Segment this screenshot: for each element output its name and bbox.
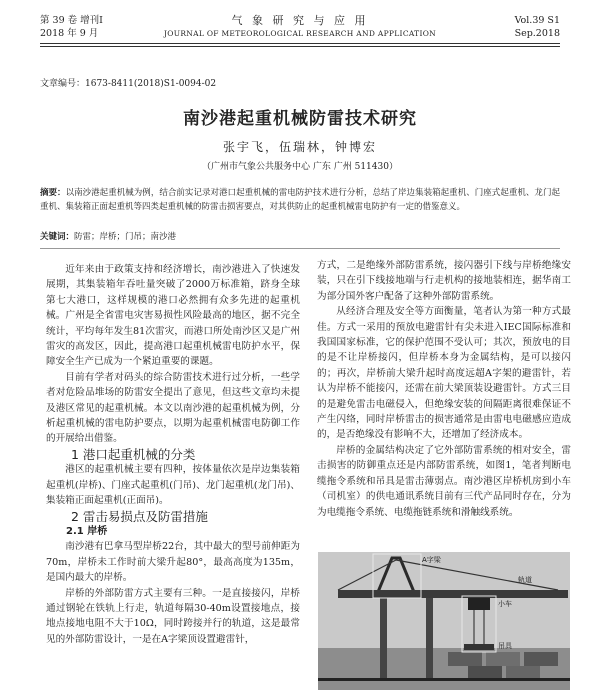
- journal-name-cn: 气 象 研 究 与 应 用: [231, 14, 369, 27]
- trolley-label: 小车: [498, 600, 512, 608]
- subsection-heading-2-1: 2.1 岸桥: [66, 525, 108, 537]
- abstract: [40, 186, 560, 214]
- header-rule: [40, 43, 560, 44]
- keywords-label: 关键词：: [40, 232, 75, 242]
- container-3: [524, 652, 558, 666]
- container-5: [506, 666, 540, 680]
- right-column: [317, 258, 571, 520]
- volume-en: Vol.39 S1: [514, 15, 560, 26]
- trolley: [468, 598, 490, 610]
- keywords: [40, 230, 560, 242]
- crane-photo: [318, 552, 570, 690]
- affiliation: （广州市气象公共服务中心 广东 广州 511430）: [202, 162, 398, 172]
- quay-crane-paragraph-1: 南沙港有巴拿马型岸桥22台，其中最大的型号前伸距为70m，岸桥未工作时前大梁升起80°，最高高度为135m，是国内最大的岸桥。: [46, 541, 300, 584]
- abstract-text: 以南沙港起重机械为例，结合前实记录对港口起重机械的雷电防护技术进行分析，总结了岸边集装箱起重机、门座式起重机、龙门起重机、集装箱正面起重机等四类起重机械的防雷击损害要点，对其供防止的起重机械雷电防护有一定的借鉴意义。: [40, 188, 560, 212]
- container-4: [468, 666, 502, 680]
- date-en: Sep.2018: [514, 28, 560, 39]
- right-paragraph-1: 方式，二是绝缘外部防雷系统，接闪器引下线与岸桥绝缘安装，只在引下线接地端与行走机构的接地装相连，据华南工为部分国外客户配备了这种外部防雷系统。: [317, 260, 571, 302]
- journal-issue-block: [515, 14, 560, 40]
- rail-track: [318, 678, 570, 681]
- spreader-label: 吊具: [498, 642, 512, 650]
- keywords-text: 防雷；岸桥；门吊；南沙港: [74, 232, 177, 242]
- journal-name-block: [0, 14, 600, 40]
- right-paragraph-3: 岸桥的金属结构决定了它外部防雷系统的相对安全，雷击损害的防御重点还是内部防雷系统，如图1，笔者判断电缆拖令系统和吊具是雷击薄弱点。南沙港区岸桥机房到小车（司机室）的供电通讯系统目前有三代产品同时存在，分为为电缆拖令系统、电缆拖链系统和滑触线系统。: [317, 444, 571, 518]
- abstract-label: 摘要：: [40, 188, 66, 198]
- container-1: [448, 652, 482, 666]
- container-2: [486, 652, 520, 666]
- paper-title: 南沙港起重机械防雷技术研究: [183, 109, 417, 129]
- section-heading-2: 2 雷击易损点及防雷措施: [71, 508, 208, 524]
- intro-paragraph-2: 目前有学者对码头的综合防雷技术进行过分析，一些学者对危险品堆场的防雷安全提出了意见，但这些文章均未提及港区常见的起重机械。本文以南沙港的起重机械为例，分析起重机械的雷电防护要点，以期为起重机械雷电防御工作的开展给出借鉴。: [46, 371, 300, 445]
- rail-label: 轨道: [518, 576, 532, 584]
- abstract-divider: [40, 248, 560, 249]
- header-rule-thin: [40, 46, 560, 47]
- section-1-paragraph: 港区的起重机械主要有四种，按体量依次是岸边集装箱起重机(岸桥)、门座式起重机(门吊)、龙门起重机(龙门吊)、集装箱正面起重机(正面吊)。: [46, 464, 300, 507]
- authors: 张宇飞，伍瑞林，钟博宏: [222, 140, 377, 154]
- journal-name-en: JOURNAL OF METEOROLOGICAL RESEARCH AND APPLICATION: [163, 29, 437, 38]
- a-frame-label: A字梁: [422, 556, 441, 564]
- intro-paragraph-1: 近年来由于政策支持和经济增长，南沙港进入了快速发展期，其集装箱年吞吐量突破了2000万标准箱，跻身全球第七大港口，这样规模的港口必然拥有众多先进的起重机械。广州是全省雷电灾害易损性风险最高的地区，据不完全统计，平均每年发生81次雷灾，而港口所处南沙区又是广州雷灾的高发区，因此，提高港口起重机械雷电防护水平，保障安全生产已成为一个紧迫重要的课题。: [46, 264, 300, 368]
- right-paragraph-2: 从经济合理及安全等方面衡量，笔者认为第一种方式最佳。方式一采用的预放电避雷针有尖未进入IEC国际标准和我国国家标准，它的保护范围不受认可；其次，预放电的目的是不让岸桥接闪，但岸桥本身为金属结构，是可以接闪的；再次，岸桥前大梁升起时高度远超A字架的避雷针，若认为岸桥不能接闪，还需在前大梁顶装设避雷针。方式三目的是避免雷击电磁侵入，但绝缘安装的间隔距离很难保证不产生闪络，同时岸桥雷击的损害通常是由雷电电磁感应造成的，是否绝缘没有影响不大，还增加了经济成本。: [317, 306, 571, 441]
- article-number: 文章编号：1673-8411(2018)S1-0094-02: [40, 79, 217, 89]
- left-column: [46, 262, 300, 647]
- crane-leg-left: [380, 598, 387, 678]
- crane-leg-right: [426, 598, 433, 678]
- section-heading-1: 1 港口起重机械的分类: [71, 446, 196, 462]
- date-cn: 2018 年 9 月: [40, 28, 99, 39]
- volume-cn: 第 39 卷 增刊Ⅰ: [40, 15, 103, 26]
- quay-crane-paragraph-2: 岸桥的外部防雷方式主要有三种。一是直接接闪，岸桥通过钢轮在铁轨上行走，轨道每隔30-40m设置接地点，接地点接地电阻不大于10Ω，同时跨接并行的轨道，这是最常见的外部防雷设计，一是在A字梁顶设置避雷针，: [46, 587, 300, 645]
- spreader: [464, 644, 494, 650]
